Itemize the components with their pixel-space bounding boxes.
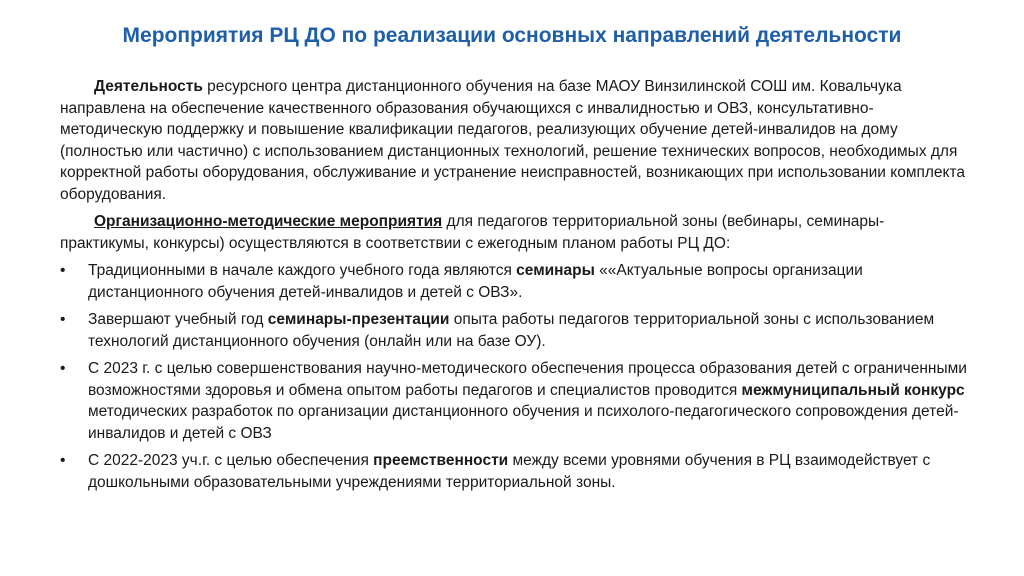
- bullet-text: между всеми уровнями обучения в РЦ взаимодействует с дошкольными образовательными учреждениями территориальной зоны.: [88, 452, 931, 491]
- bullet-text: Традиционными в начале каждого учебного года являются: [88, 262, 517, 279]
- bullet-text: методических разработок по организации дистанционного обучения и психолого-педагогического сопровождения детей-инвалидов и детей с ОВЗ: [88, 403, 959, 442]
- bullet-text: ««Актуальные вопросы организации дистанционного обучения детей-инвалидов и детей с ОВЗ».: [88, 262, 863, 301]
- paragraph-events-lead: Организационно-методические мероприятия: [94, 213, 443, 230]
- bullet-highlight: семинары-презентации: [267, 311, 450, 328]
- paragraph-activity-lead: Деятельность: [94, 78, 203, 95]
- slide-title: Мероприятия РЦ ДО по реализации основных направлений деятельности: [122, 24, 902, 47]
- paragraph-events: [60, 211, 972, 254]
- bullet-highlight: межмуниципальный конкурс: [741, 381, 965, 399]
- bullet-text: опыта работы педагогов территориальной зоны с использованием технологий дистанционного обучения (онлайн или на базе ОУ).: [88, 311, 935, 350]
- slide-body: [60, 76, 972, 499]
- bullet-icon: •: [60, 262, 66, 279]
- bullet-icon: •: [60, 360, 66, 377]
- paragraph-events-text: для педагогов территориальной зоны (вебинары, семинары-практикумы, конкурсы) осуществляются в соответствии с ежегодным планом работы РЦ ДО:: [60, 213, 885, 252]
- paragraph-activity: [60, 76, 972, 205]
- bullet-item: [60, 358, 972, 444]
- bullet-text: Завершают учебный год: [88, 311, 268, 328]
- bullet-icon: •: [60, 311, 66, 328]
- bullet-highlight: семинары: [516, 262, 595, 279]
- bullet-text: С 2022-2023 уч.г. с целью обеспечения: [88, 452, 374, 469]
- bullet-text: С 2023 г. с целью совершенствования научно-методического обеспечения процесса образования детей с ограниченными возможностями здоровья и обмена опытом работы педагогов и специалистов проводится: [88, 360, 967, 399]
- bullet-item: [60, 260, 972, 303]
- bullet-icon: •: [60, 452, 66, 469]
- paragraph-activity-text: ресурсного центра дистанционного обучения на базе МАОУ Винзилинской СОШ им. Ковальчука направлена на обеспечение качественного образования обучающихся с инвалидностью и ОВЗ, консультативно-методическую поддержку и повышение квалификации педагогов, реализующих обучение детей-инвалидов на дому (полностью или частично) с использованием дистанционных технологий, решение технических вопросов, необходимых для корректной работы оборудования, обслуживание и устранение неисправностей, возникающих при использовании комплекта оборудования.: [60, 78, 966, 203]
- bullet-list: [60, 260, 972, 493]
- bullet-item: [60, 450, 972, 493]
- bullet-item: [60, 309, 972, 352]
- bullet-highlight: преемственности: [373, 452, 509, 469]
